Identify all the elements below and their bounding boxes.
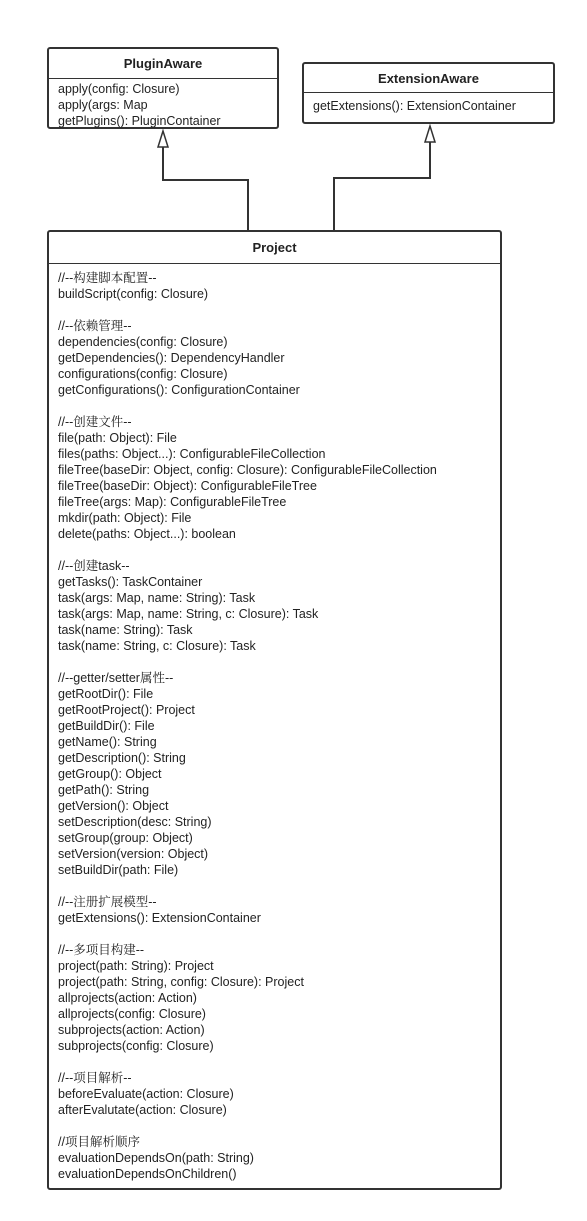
method-line: getDescription(): String [58, 751, 186, 765]
section-gap [58, 398, 500, 414]
method-line: getPath(): String [58, 783, 150, 797]
section-comment: //--创建文件-- [58, 415, 132, 429]
section-comment: //--getter/setter属性-- [58, 671, 174, 685]
method-line: mkdir(path: Object): File [58, 511, 192, 525]
method-line: getExtensions(): ExtensionContainer [313, 99, 516, 113]
section-comment: //--构建脚本配置-- [58, 271, 157, 285]
method-line: getExtensions(): ExtensionContainer [58, 911, 261, 925]
method-line: setGroup(group: Object) [58, 831, 193, 845]
project-method-list [49, 264, 500, 1182]
section-comment: //--项目解析-- [58, 1071, 132, 1085]
method-line: getDependencies(): DependencyHandler [58, 351, 285, 365]
arrowhead-pluginaware [158, 131, 168, 147]
project-class-title: Project [49, 232, 500, 264]
pluginaware-class-box [47, 47, 279, 129]
method-line: task(name: String): Task [58, 623, 193, 637]
extensionaware-class-title: ExtensionAware [304, 64, 553, 93]
method-line: getName(): String [58, 735, 157, 749]
section-gap [58, 654, 500, 670]
method-line: fileTree(baseDir: Object, config: Closure): ConfigurableFileCollection [58, 463, 437, 477]
method-line: getConfigurations(): ConfigurationContainer [58, 383, 300, 397]
method-line: fileTree(baseDir: Object): ConfigurableFileTree [58, 479, 317, 493]
method-line: getRootProject(): Project [58, 703, 195, 717]
method-line: task(args: Map, name: String, c: Closure): Task [58, 607, 319, 621]
method-line: getTasks(): TaskContainer [58, 575, 203, 589]
pluginaware-class-title: PluginAware [49, 49, 277, 79]
method-line: getBuildDir(): File [58, 719, 155, 733]
section-gap [58, 1054, 500, 1070]
section-comment: //--注册扩展模型-- [58, 895, 157, 909]
section-comment: //--多项目构建-- [58, 943, 145, 957]
method-line: project(path: String): Project [58, 959, 214, 973]
method-line: project(path: String, config: Closure): Project [58, 975, 304, 989]
method-line: evaluationDependsOnChildren() [58, 1167, 237, 1181]
method-line: beforeEvaluate(action: Closure) [58, 1087, 234, 1101]
section-comment: //--依赖管理-- [58, 319, 132, 333]
method-line: apply(config: Closure) [58, 82, 180, 96]
method-line: delete(paths: Object...): boolean [58, 527, 236, 541]
method-line: file(path: Object): File [58, 431, 177, 445]
section-gap [58, 926, 500, 942]
method-line: buildScript(config: Closure) [58, 287, 209, 301]
section-comment: //项目解析顺序 [58, 1135, 140, 1149]
method-line: getVersion(): Object [58, 799, 169, 813]
method-line: dependencies(config: Closure) [58, 335, 228, 349]
section-comment: //--创建task-- [58, 559, 130, 573]
arrowhead-extensionaware [425, 126, 435, 142]
section-gap [58, 1118, 500, 1134]
method-line: allprojects(action: Action) [58, 991, 197, 1005]
method-line: evaluationDependsOn(path: String) [58, 1151, 254, 1165]
method-line: getGroup(): Object [58, 767, 162, 781]
extensionaware-class-box [302, 62, 555, 124]
section-gap [58, 542, 500, 558]
method-line: subprojects(config: Closure) [58, 1039, 214, 1053]
section-gap [58, 878, 500, 894]
method-line: files(paths: Object...): ConfigurableFileCollection [58, 447, 326, 461]
extensionaware-method-list [304, 93, 553, 114]
pluginaware-method-list [49, 79, 277, 129]
method-line: apply(args: Map [58, 98, 148, 112]
method-line: subprojects(action: Action) [58, 1023, 205, 1037]
method-line: setDescription(desc: String) [58, 815, 212, 829]
method-line: setVersion(version: Object) [58, 847, 209, 861]
method-line: task(args: Map, name: String): Task [58, 591, 256, 605]
method-line: configurations(config: Closure) [58, 367, 228, 381]
project-class-box [47, 230, 502, 1190]
method-line: fileTree(args: Map): ConfigurableFileTree [58, 495, 287, 509]
method-line: getRootDir(): File [58, 687, 154, 701]
connector-project-to-extensionaware [334, 142, 430, 230]
method-line: allprojects(config: Closure) [58, 1007, 206, 1021]
method-line: setBuildDir(path: File) [58, 863, 179, 877]
method-line: afterEvalutate(action: Closure) [58, 1103, 227, 1117]
method-line: getPlugins(): PluginContainer [58, 114, 221, 128]
method-line: task(name: String, c: Closure): Task [58, 639, 256, 653]
section-gap [58, 302, 500, 318]
connector-project-to-pluginaware [163, 147, 248, 230]
